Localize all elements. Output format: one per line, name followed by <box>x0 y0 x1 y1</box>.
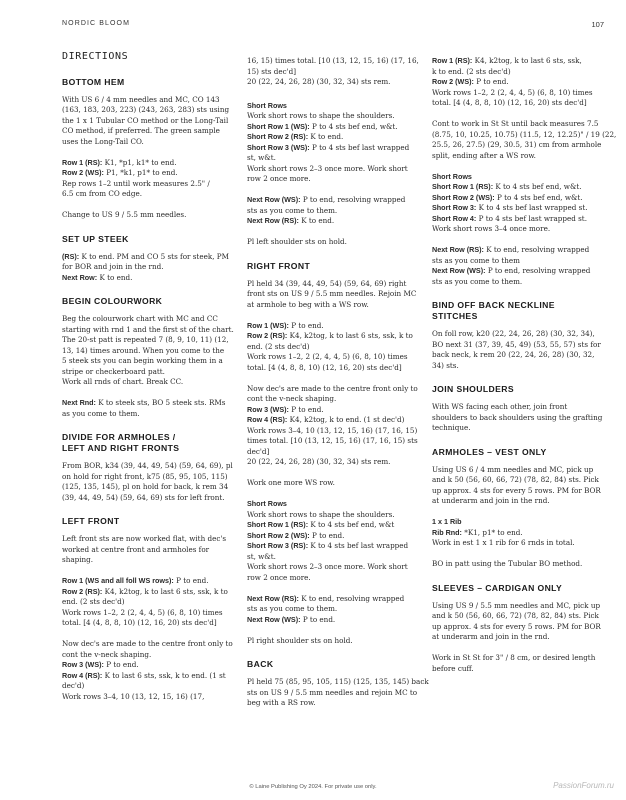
instruction-paragraph <box>432 56 610 109</box>
text-line: With WS facing each other, join front <box>432 402 568 411</box>
section-left-front <box>62 516 240 702</box>
row-label: Next Rnd: <box>62 398 96 407</box>
text-line: Work short rows 3–4 once more. <box>432 224 551 233</box>
instruction-paragraph <box>62 210 240 221</box>
text-line: Beg the colourwork chart with MC and CC <box>62 314 218 323</box>
row-label: Row 2 (RS): <box>62 586 103 596</box>
column-1 <box>62 52 240 715</box>
text-line: Work rows 1–2, 2 (2, 4, 4, 5) (6, 8, 10) times <box>62 607 223 617</box>
instruction-paragraph <box>62 158 240 200</box>
row-label: Short Row 3: <box>432 203 477 212</box>
row-label: Next Row (RS): <box>247 593 299 603</box>
row-label: Short Row 2 (RS): <box>247 132 309 141</box>
text-line <box>247 499 425 510</box>
text-line: 34) sts. <box>432 360 459 370</box>
column-1-content <box>62 77 240 703</box>
instruction-paragraph <box>62 314 240 388</box>
section-begin-colourwork <box>62 296 240 419</box>
section-divide-for-armholes-left-and-right-fronts <box>62 432 240 503</box>
text-line: Work rows 1–2, 2 (2, 4, 4, 5) (6, 8, 10) times <box>247 352 408 361</box>
instruction-paragraph <box>432 245 610 287</box>
section-back <box>247 659 429 709</box>
instruction-paragraph <box>432 465 610 507</box>
text-line: Next Row (RS): K to end, resolving wrapped <box>247 593 405 603</box>
text-line: 15) sts dec'd] <box>247 66 297 76</box>
text-line: Row 1 (WS and all foll WS rows): P to end. <box>62 576 209 585</box>
instruction-paragraph <box>62 252 240 284</box>
text-line: Row 1 (WS): P to end. <box>247 320 324 330</box>
instruction-paragraph <box>247 384 425 468</box>
text-line: Left front sts are now worked flat, with dec's <box>62 534 227 543</box>
row-label: Next Row (WS): <box>432 266 486 275</box>
instruction-paragraph <box>62 95 240 148</box>
text-line: Work rows 1–2, 2 (2, 4, 4, 5) (6, 8, 10) times <box>432 87 593 97</box>
section-heading: LEFT FRONT <box>62 516 120 526</box>
text-line: BO next 31 (37, 39, 45, 49) (53, 55, 57) sts for <box>432 339 601 349</box>
text-line: Rib Rnd: *K1, p1* to end. <box>432 527 523 537</box>
text-line: starting with rnd 1 and the first st of the chart. <box>62 324 234 334</box>
text-line: (163, 183, 203, 223) (243, 263, 283) sts using <box>62 105 230 114</box>
text-line: Work rows 3–4, 10 (13, 12, 15, 16) (17, 16, 15) <box>247 425 418 435</box>
text-line: Next Row (RS): K to end, resolving wrapped <box>432 245 590 254</box>
text-line: Next Row (WS): P to end, resolving wrapped <box>432 266 591 275</box>
text-line: On foll row, k20 (22, 24, 26, 28) (30, 32, 34), <box>432 329 595 338</box>
text-line: Pl held 34 (39, 44, 49, 54) (59, 64, 69) right <box>247 278 407 288</box>
directions-title: DIRECTIONS <box>62 51 129 62</box>
text-line: at underarm and join in the rnd. <box>432 632 550 641</box>
row-label: Row 1 (WS): <box>247 320 289 330</box>
text-line: on hold for right front, k75 (85, 95, 105, 115) <box>62 471 228 481</box>
section-bind-off-back-neckline-stitches <box>432 300 610 371</box>
text-line: back neck, k rem 20 (22, 24, 26, 28) (30, 32, <box>432 350 595 359</box>
text-line: worked at centre front and armholes for <box>62 544 210 554</box>
instruction-paragraph <box>62 576 240 629</box>
row-label: Short Rows <box>247 100 287 110</box>
text-line: Short Row 1 (RS): K to 4 sts bef end, w&t. <box>432 182 582 191</box>
row-label: Rib Rnd: <box>432 527 462 537</box>
text-line: total. [4 (4, 8, 8, 10) (12, 16, 20) sts dec'd] <box>247 362 402 372</box>
text-line: up approx. 4 sts for every 5 rows. PM for BOR <box>432 485 601 495</box>
row-label: Short Rows <box>432 171 472 181</box>
instruction-paragraph <box>432 172 610 235</box>
row-label: Row 1 (RS): <box>62 157 103 167</box>
row-label: Row 1 (WS and all foll WS rows): <box>62 576 174 585</box>
section-armholes-vest-only <box>432 447 610 570</box>
row-label: Next Row (WS): <box>247 195 301 204</box>
column-2 <box>247 56 429 722</box>
text-line: before cuff. <box>432 663 474 673</box>
section-heading: JOIN SHOULDERS <box>432 384 514 394</box>
row-label: Short Rows <box>247 499 287 508</box>
text-line: Row 2 (WS): P1, *k1, p1* to end. <box>62 168 178 177</box>
section-heading: BIND OFF BACK NECKLINE STITCHES <box>432 300 555 321</box>
text-line: sts as you come to them. <box>432 276 523 286</box>
text-line: and k 50 (56, 60, 66, 72) (78, 82, 84) sts. Pick <box>432 611 599 620</box>
instruction-paragraph <box>432 119 617 161</box>
text-line: Work rows 3–4, 10 (13, 12, 15, 16) (17, <box>62 691 205 701</box>
instruction-paragraph <box>432 329 610 371</box>
instruction-paragraph <box>62 398 240 419</box>
text-line: dec'd) <box>62 681 85 690</box>
text-line: Work one more WS row. <box>247 478 335 487</box>
text-line: Short Row 1 (RS): K to 4 sts bef end, w&t <box>247 520 395 529</box>
text-line <box>432 172 610 183</box>
text-line: sts as you come to them. <box>247 604 338 613</box>
row-label: Row 1 (RS): <box>432 56 473 65</box>
row-label: Row 4 (RS): <box>247 415 288 424</box>
text-line: Work all rnds of chart. Break CC. <box>62 377 184 386</box>
row-label: Short Row 4: <box>432 213 477 223</box>
row-label: Next Row (RS): <box>432 245 484 254</box>
text-line: Work short rows to shape the shoulders. <box>247 509 395 519</box>
row-label: Short Row 2 (WS): <box>247 530 310 540</box>
text-line: Now dec's are made to the centre front only to <box>247 383 418 393</box>
section-right-front <box>247 261 425 647</box>
text-line: 20 (22, 24, 26, 28) (30, 32, 34) sts rem. <box>247 457 391 466</box>
text-line: Row 1 (RS): K4, k2tog, k to last 6 sts, ssk, <box>432 56 582 65</box>
instruction-paragraph <box>432 653 610 674</box>
text-line: (39, 44, 49, 54) (59, 64, 69) sts for left front. <box>62 492 225 502</box>
instruction-paragraph <box>432 601 610 643</box>
instruction-paragraph <box>247 279 425 311</box>
row-label: Next Row (WS): <box>247 614 301 624</box>
text-line: total. [4 (4, 8, 8, 10) (12, 16, 20) sts dec'd] <box>432 98 587 107</box>
section-set-up-steek <box>62 234 240 284</box>
row-label: Short Row 2 (WS): <box>432 192 495 202</box>
section-continued <box>247 56 425 88</box>
text-line: Now dec's are made to the centre front only to <box>62 639 233 648</box>
row-label: Row 3 (WS): <box>247 404 289 414</box>
text-line: shaping. <box>62 555 94 564</box>
text-line: Short Row 2 (RS): K to end. <box>247 132 344 141</box>
section-heading: SET UP STEEK <box>62 233 129 244</box>
row-label: Short Row 1 (RS): <box>247 520 309 529</box>
running-head: NORDIC BLOOM <box>62 20 131 27</box>
text-line: row 2 once more. <box>247 572 311 582</box>
text-line: Work short rows to shape the shoulders. <box>247 111 395 120</box>
text-line: Pl left shoulder sts on hold. <box>247 237 347 246</box>
text-line: at armhole to beg with a WS row. <box>247 299 369 309</box>
text-line: Pl right shoulder sts on hold. <box>247 635 353 645</box>
text-line: Next Row (RS): K to end. <box>247 216 335 225</box>
row-label: Row 2 (RS): <box>247 331 288 340</box>
text-line: at underarm and join in the rnd. <box>432 496 550 505</box>
text-line: 13, 14) times around. When you come to the <box>62 345 225 355</box>
text-line: Work short rows 2–3 once more. Work short <box>247 562 408 571</box>
watermark: PassionForum.ru <box>553 781 614 790</box>
row-label: Row 4 (RS): <box>62 670 103 680</box>
section-continued <box>432 56 617 287</box>
text-line: sts as you come to them <box>432 255 520 265</box>
instruction-paragraph <box>247 478 425 489</box>
text-line: Short Row 2 (WS): P to 4 sts bef end, w&t. <box>432 192 583 202</box>
text-line: Short Row 4: P to 4 sts bef last wrapped st. <box>432 213 587 223</box>
column-3 <box>432 56 617 687</box>
text-line: Work short rows 2–3 once more. Work short <box>247 163 408 173</box>
text-line: Cont to work in St St until back measures 7.5 <box>432 119 599 128</box>
text-line: beg with a RS row. <box>247 698 316 707</box>
text-line: row 2 once more. <box>247 174 311 183</box>
text-line: From BOR, k34 (39, 44, 49, 54) (59, 64, 69), pl <box>62 461 233 470</box>
text-line: Next Row: K to end. <box>62 272 133 282</box>
row-label: Row 2 (WS): <box>62 168 104 177</box>
row-label: (RS): <box>62 251 80 261</box>
text-line: BO in patt using the Tubular BO method. <box>432 559 583 568</box>
text-line: sts on US 9 / 5.5 mm needles and rejoin MC to <box>247 687 418 697</box>
text-line <box>432 517 610 528</box>
text-line: Short Row 1 (WS): P to 4 sts bef end, w&t. <box>247 121 398 131</box>
instruction-paragraph <box>247 636 425 647</box>
section-heading: SLEEVES – CARDIGAN ONLY <box>432 582 563 593</box>
text-line: Rep rows 1–2 until work measures 2.5" / <box>62 178 210 188</box>
text-line: Work in est 1 x 1 rib for 6 rnds in total. <box>432 538 575 547</box>
text-line: front sts on US 9 / 5.5 mm needles. Rejoin MC <box>247 289 417 298</box>
text-line: Row 2 (RS): K4, k2tog, k to last 6 sts, ssk, k to <box>62 586 228 596</box>
text-line: times total. [10 (13, 12, 15, 16) (17, 16, 15) sts <box>247 436 418 445</box>
section-heading: BEGIN COLOURWORK <box>62 296 163 306</box>
text-line: dec'd] <box>247 446 270 456</box>
text-line: st, w&t. <box>247 153 276 162</box>
text-line: Row 4 (RS): K4, k2tog, k to end. (1 st dec'd) <box>247 415 405 424</box>
row-label: Short Row 1 (RS): <box>432 182 494 191</box>
row-label: Next Row: <box>62 272 98 282</box>
text-line: Using US 6 / 4 mm needles and MC, pick up <box>432 464 594 474</box>
text-line: CO method, if preferred. The green sample <box>62 126 220 135</box>
instruction-paragraph <box>432 402 610 434</box>
text-line: and k 50 (56, 60, 66, 72) (78, 82, 84) sts. Pick <box>432 475 599 484</box>
text-line: Next Rnd: K to steek sts, BO 5 steek sts. RMs <box>62 398 226 407</box>
instruction-paragraph <box>247 677 429 709</box>
text-line: Work in St St for 3" / 8 cm, or desired length <box>432 653 596 662</box>
section-continued <box>247 101 425 248</box>
text-line: Short Row 3 (RS): K to 4 sts bef last wrapped <box>247 541 409 550</box>
text-line: 20 (22, 24, 26, 28) (30, 32, 34) sts rem. <box>247 77 391 86</box>
text-line: technique. <box>432 423 471 432</box>
text-line: The 20-st patt is repeated 7 (8, 9, 10, 11) (12, <box>62 335 229 344</box>
text-line: st, w&t. <box>247 551 276 561</box>
section-join-shoulders <box>432 384 610 434</box>
text-line: Row 2 (RS): K4, k2tog, k to last 6 sts, ssk, k to <box>247 331 413 340</box>
instruction-paragraph <box>247 321 425 374</box>
text-line: With US 6 / 4 mm needles and MC, CO 143 <box>62 94 220 104</box>
section-heading: BACK <box>247 659 274 669</box>
section-heading: BOTTOM HEM <box>62 76 125 87</box>
text-line: (8.75, 10, 10.25, 10.75) (11.5, 12, 12.25)" / 19 (22, <box>432 129 617 139</box>
text-line: stripe or checkerboard patt. <box>62 366 165 376</box>
instruction-paragraph <box>62 639 240 702</box>
text-line: Row 1 (RS): K1, *p1, k1* to end. <box>62 157 177 167</box>
text-line: cont the v-neck shaping. <box>62 649 152 659</box>
text-line: the 1 x 1 Tubular CO method or the Long-Tail <box>62 115 229 125</box>
instruction-paragraph <box>247 499 425 583</box>
text-line: Row 3 (WS): P to end. <box>62 660 139 669</box>
instruction-paragraph <box>432 559 610 570</box>
section-heading: ARMHOLES – VEST ONLY <box>432 446 547 457</box>
row-label: Short Row 3 (WS): <box>247 142 310 152</box>
text-line: as you come to them. <box>62 408 140 418</box>
section-heading: RIGHT FRONT <box>247 260 311 271</box>
row-label: Row 2 (WS): <box>432 77 474 86</box>
text-line <box>247 101 425 112</box>
text-line: Row 4 (RS): K to last 6 sts, ssk, k to end. (1 st <box>62 670 226 680</box>
text-line: Short Row 2 (WS): P to end. <box>247 530 345 540</box>
instruction-paragraph <box>62 461 240 503</box>
text-line: Next Row (WS): P to end, resolving wrapped <box>247 195 406 204</box>
text-line: Row 3 (WS): P to end. <box>247 404 324 414</box>
text-line: end. (2 sts dec'd) <box>62 597 125 606</box>
instruction-paragraph <box>247 56 425 88</box>
text-line: sts as you come to them. <box>247 205 338 215</box>
text-line: (125, 135, 145), pl on hold for back, k rem 34 <box>62 482 229 491</box>
text-line: Short Row 3: K to 4 sts bef last wrapped st. <box>432 203 588 212</box>
text-line: Using US 9 / 5.5 mm needles and MC, pick up <box>432 600 601 610</box>
text-line: 5 steek sts you can begin working them in a <box>62 356 223 365</box>
text-line: split, ending after a WS row. <box>432 150 536 160</box>
section-sleeves-cardigan-only <box>432 583 610 675</box>
text-line: 25.5, 26, 27.5) (29, 30.5, 31) cm from armhole <box>432 140 602 149</box>
instruction-paragraph <box>62 534 240 566</box>
instruction-paragraph <box>247 195 425 227</box>
text-line: 6.5 cm from CO edge. <box>62 189 143 198</box>
row-label: Next Row (RS): <box>247 216 299 225</box>
page-number: 107 <box>591 20 604 29</box>
text-line: end. (2 sts dec'd) <box>247 341 310 351</box>
text-line: k to end. (2 sts dec'd) <box>432 66 511 76</box>
text-line: up approx. 4 sts for every 5 rows. PM for BOR <box>432 621 601 631</box>
text-line: Row 2 (WS): P to end. <box>432 77 509 86</box>
instruction-paragraph <box>247 237 425 248</box>
text-line: uses the Long-Tail CO. <box>62 136 144 146</box>
section-heading: DIVIDE FOR ARMHOLES / LEFT AND RIGHT FRONTS <box>62 432 180 453</box>
text-line: for BOR and join in the rnd. <box>62 262 164 271</box>
instruction-paragraph <box>432 517 610 549</box>
text-line: 16, 15) times total. [10 (13, 12, 15, 16) (17, 16, <box>247 56 419 65</box>
instruction-paragraph <box>247 594 425 626</box>
text-line: shoulders to back shoulders using the grafting <box>432 412 603 422</box>
text-line: cont the v-neck shaping. <box>247 394 337 403</box>
row-label: Short Row 3 (RS): <box>247 541 309 550</box>
text-line: Next Row (WS): P to end. <box>247 614 336 624</box>
text-line: Change to US 9 / 5.5 mm needles. <box>62 210 187 219</box>
row-label: Short Row 1 (WS): <box>247 121 310 131</box>
text-line: Pl held 75 (85, 95, 105, 115) (125, 135, 145) back <box>247 677 429 686</box>
row-label: Row 3 (WS): <box>62 660 104 669</box>
text-line: Short Row 3 (WS): P to 4 sts bef last wrapped <box>247 142 410 152</box>
instruction-paragraph <box>247 101 425 185</box>
text-line: total. [4 (4, 8, 8, 10) (12, 16, 20) sts dec'd] <box>62 618 217 627</box>
copyright-footer: © Laine Publishing Oy 2024. For private use only. <box>249 784 377 790</box>
row-label: 1 x 1 Rib <box>432 517 462 526</box>
text-line: (RS): K to end. PM and CO 5 sts for steek, PM <box>62 251 229 261</box>
section-bottom-hem <box>62 77 240 221</box>
